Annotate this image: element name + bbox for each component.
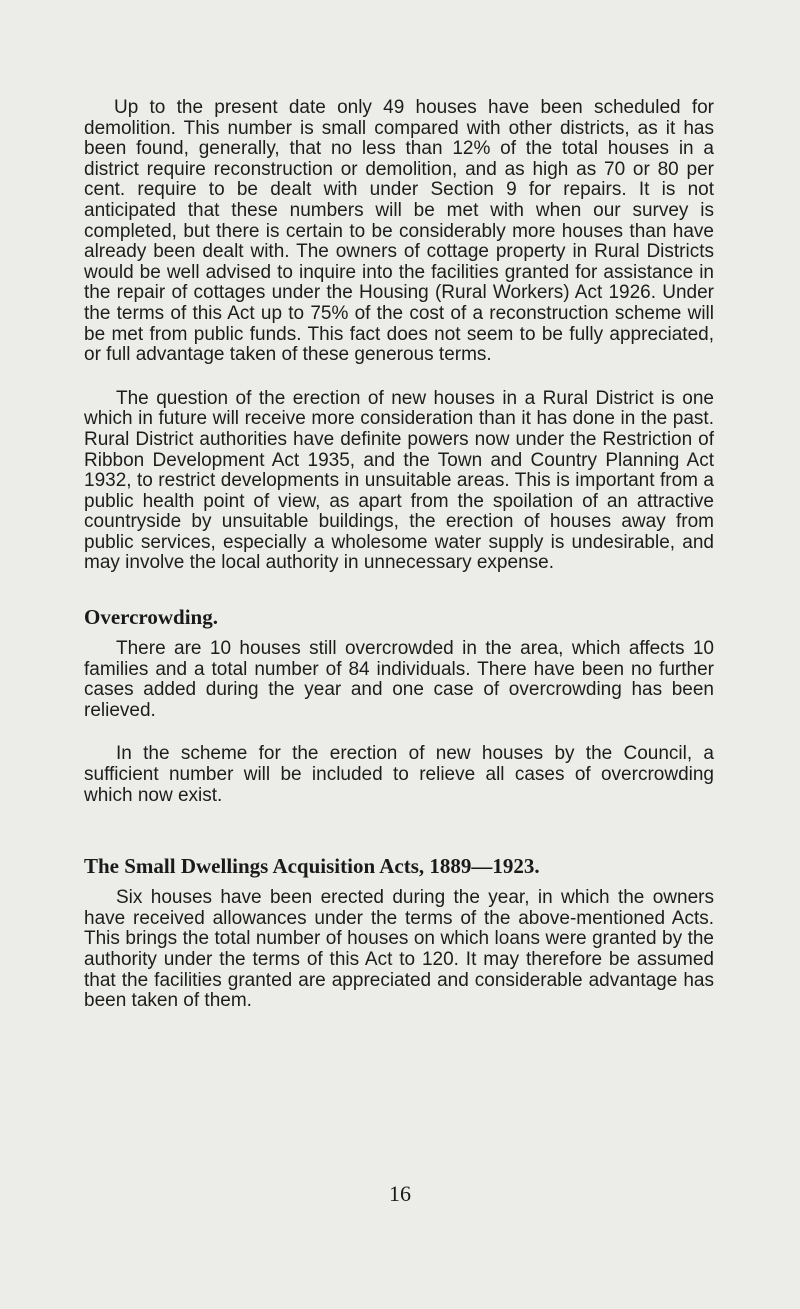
- paragraph-new-houses: The question of the erection of new houses in a Rural District is one which in future will receive more consideration than it has done in the past. Rural District authorities have definite powers now under the Restriction of Ribbon Development Act 1935, and the Town and Country Planning Act 1932, to restrict developments in unsuitable areas. This is important from a public health point of view, as apart from the spoilation of an attractive countryside by unsuitable buildings, the erection of houses away from public services, especially a wholesome water supply is undesirable, and may involve the local authority in unnecessary expense.: [84, 387, 714, 574]
- page-number: 16: [389, 1181, 411, 1206]
- paragraph-demolition: Up to the present date only 49 houses have been scheduled for demolition. This number is small compared with other districts, as it has been found, generally, that no less than 12% of the total houses in a district require reconstruction or demolition, and as high as 70 or 80 per cent. require to be dealt with under Section 9 for repairs. It is not anticipated that these numbers will be met with when our survey is completed, but there is certain to be considerably more houses than have already been dealt with. The owners of cottage property in Rural Districts would be well advised to inquire into the facilities granted for assistance in the repair of cottages under the Housing (Rural Workers) Act 1926. Under the terms of this Act up to 75% of the cost of a reconstruction scheme will be met from public funds. This fact does not seem to be fully appreciated, or full advantage taken of these generous terms.: [84, 97, 714, 366]
- paragraph-council-scheme: In the scheme for the erection of new houses by the Council, a sufficient number will be included to relieve all cases of overcrowding which now exist.: [84, 743, 714, 806]
- document-body: [84, 98, 714, 1012]
- paragraph-overcrowding-status: There are 10 houses still overcrowded in the area, which affects 10 families and a total number of 84 individuals. There have been no further cases added during the year and one case of overcrowding has been relieved.: [84, 638, 714, 721]
- heading-small-dwellings-acts: The Small Dwellings Acquisition Acts, 1889—1923.: [84, 854, 540, 879]
- heading-overcrowding: Overcrowding.: [84, 605, 218, 630]
- paragraph-small-dwellings: Six houses have been erected during the year, in which the owners have received allowances under the terms of the above-mentioned Acts. This brings the total number of houses on which loans were granted by the authority under the terms of this Act to 120. It may therefore be assumed that the facilities granted are appreciated and considerable advantage has been taken of them.: [84, 887, 714, 1012]
